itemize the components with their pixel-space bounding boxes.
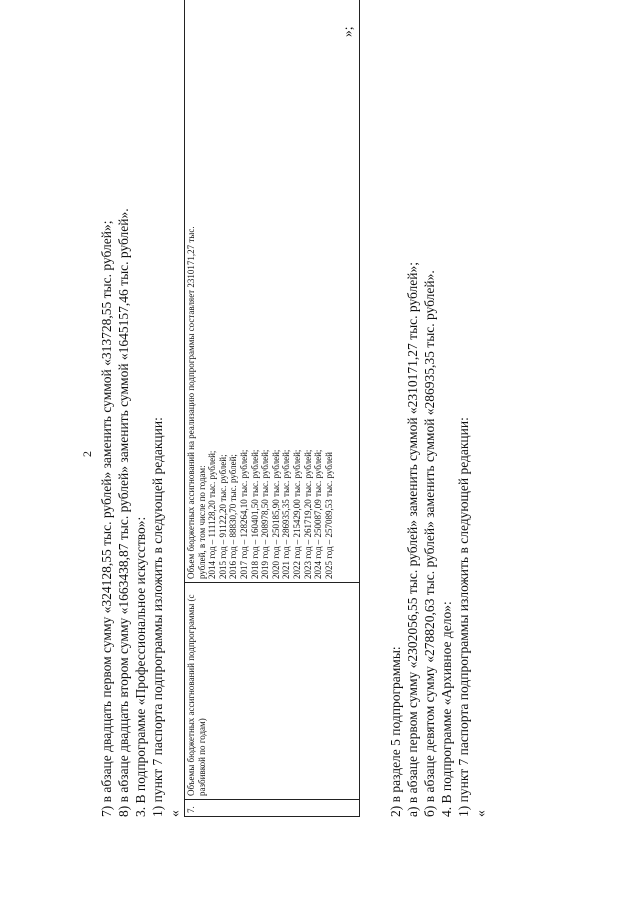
- table-text: рублей, в том числе по годам:: [196, 465, 207, 579]
- open-quote: «: [473, 810, 488, 817]
- text-line: 7) в абзаце двадцать первом сумму «324128,55 тыс. рублей» заменить суммой «313728,55 тыс. рублей»;: [99, 220, 114, 817]
- table-text: 2018 год – 160401,50 тыс. рублей;: [249, 449, 260, 579]
- text-line: б) в абзаце девятом сумму «278820,63 тыс. рублей» заменить суммой «286935,35 тыс. рублей».: [422, 270, 437, 817]
- text-line: 1) пункт 7 паспорта подпрограммы изложить в следующей редакции:: [150, 417, 165, 817]
- table-text: Объем бюджетных ассигнований на реализацию подпрограммы составляет 2310171,27 тыс.: [186, 226, 196, 579]
- table-text: 2024 год – 250087,09 тыс. рублей;: [313, 449, 324, 579]
- text-line: а) в абзаце первом сумму «2302056,55 тыс. рублей» заменить суммой «2310171,27 тыс. рублей»;: [405, 261, 420, 817]
- table-text: 2022 год – 215429,00 тыс. рублей;: [291, 449, 302, 579]
- close-quote: »;: [340, 26, 355, 37]
- page-number: 2: [80, 451, 94, 457]
- table-text: 2014 год – 111128,20 тыс. рублей;: [207, 450, 218, 579]
- table-text: 2020 год – 250185,90 тыс. рублей;: [270, 449, 281, 579]
- table-text: 2017 год – 128264,10 тыс. рублей;: [238, 449, 249, 579]
- table-text: Объемы бюджетных ассигнований подпрограммы (с: [186, 594, 196, 796]
- table-text: 2023 год – 261719,20 тыс. рублей;: [302, 449, 313, 579]
- table-text: 2025 год – 257089,53 тыс. рублей: [323, 452, 334, 579]
- table-text: 2019 год – 208978,50 тыс. рублей;: [260, 449, 271, 579]
- table-text: 2015 год – 91122,20 тыс. рублей;: [217, 454, 228, 579]
- table-text: 2016 год – 88830,70 тыс. рублей;: [228, 454, 239, 579]
- table-cell-number: 7.: [185, 800, 360, 817]
- text-line: 2) в разделе 5 подпрограммы:: [388, 646, 403, 817]
- passport-table: [184, 0, 360, 817]
- table-text: 2021 год – 286935,35 тыс. рублей;: [281, 449, 292, 579]
- open-quote: «: [167, 810, 182, 817]
- text-line: 1) пункт 7 паспорта подпрограммы изложить в следующей редакции:: [456, 417, 471, 817]
- table-cell-value: [185, 0, 360, 583]
- table-text: разбивкой по годам): [196, 718, 207, 796]
- section-heading: 4. В подпрограмме «Архивное дело»:: [439, 601, 454, 817]
- section-heading: 3. В подпрограмме «Профессиональное искусство»:: [133, 516, 148, 817]
- text-line: 8) в абзаце двадцать втором сумму «1663438,87 тыс. рублей» заменить суммой «1645157,46 тыс. рублей».: [116, 208, 131, 817]
- table-cell-name: [185, 583, 360, 800]
